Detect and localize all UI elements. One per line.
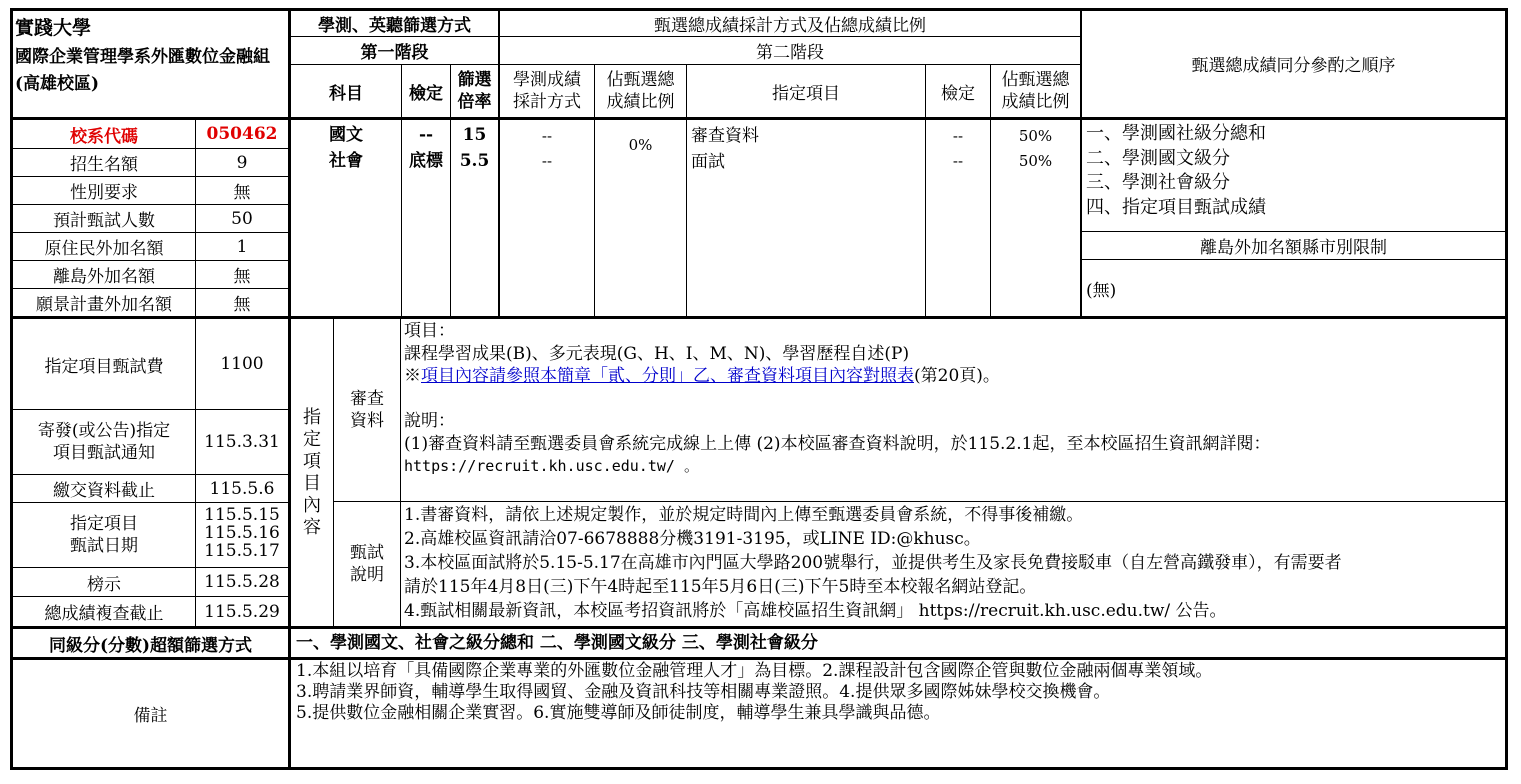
designated-char: 目 [303,472,321,494]
schedule-label-interview-line1: 指定項目 [70,514,138,534]
tie-order-item: 四、指定項目甄試成績 [1086,196,1266,218]
tie-break-label: 同級分(分數)超額篩選方式 [48,635,253,656]
info-label-vision: 願景計畫外加名額 [36,295,172,315]
stage1-checks [402,122,450,182]
designated-char: 指 [303,406,321,428]
review-url-line: https://recruit.kh.usc.edu.tw/ 。 [404,457,699,475]
schedule-label-review: 總成績複查截止 [44,604,164,624]
col-share2-line1: 佔甄選總 [1001,70,1070,90]
interview-line: 請於115年4月8日(三)下午4時起至115年5月6日(三)下午5時至本校報名網站登記。 [404,577,1037,597]
remarks-line: 1.本組以培育「具備國際企業專業的外匯數位金融管理人才」為目標。2.課程設計包含國際企管與數位金融兩個專業領域。 [296,661,1213,681]
info-value-island: 無 [233,267,251,287]
review-page-ref: (第20頁)。 [914,366,1000,386]
interview-label-line: 說明 [350,565,384,585]
interview-content [404,503,1504,626]
review-items-link[interactable]: 項目內容請參照本簡章「貳、分則」乙、審查資料項目內容對照表 [421,366,914,386]
interview-date: 115.5.16 [204,523,280,543]
stage2-gsat-method: -- [541,152,553,170]
interview-date: 115.5.15 [204,506,280,525]
stage1-ratios [451,122,498,182]
tie-order-item: 三、學測社會級分 [1086,172,1230,193]
tie-order-list [1086,122,1504,230]
col-gsat-method-line1: 學測成績 [513,70,581,90]
schedule-value-result: 115.5.28 [204,572,280,592]
stage1-subject: 社會 [329,151,363,171]
col-ratio [451,65,498,117]
remarks-line: 5.提供數位金融相關企業實習。6.實施雙導師及師徒制度，輔導學生兼具學識與品德。 [296,703,941,723]
stage2-share: 50% [1018,152,1053,170]
note-mark: ※ [404,366,421,386]
interview-label-line: 甄試 [350,543,384,563]
stage2-check: -- [952,152,964,170]
info-label-indigenous: 原住民外加名額 [44,239,164,259]
schedule-value-deadline: 115.5.6 [209,478,275,499]
info-value-indigenous: 1 [236,236,248,257]
info-label-island: 離島外加名額 [53,267,155,287]
island-restriction-value: (無) [1086,280,1117,301]
info-label-school-code: 校系代碼 [70,126,138,147]
island-restriction-title: 離島外加名額縣市別限制 [1200,238,1387,258]
designated-char: 內 [303,494,321,516]
col-share [595,65,686,117]
school-name: 實踐大學 [15,17,92,39]
interview-line: 3.本校區面試將於5.15-5.17在高雄市內門區大學路200號舉行，並提供考生及家長免費接駁車（自左營高鐵發車），有需要者 [404,553,1342,573]
review-label-line: 審查 [350,389,384,409]
stage2-gsat-methods [500,124,594,176]
schedule-label-interview-dates [13,503,195,567]
remarks-line: 3.聘請業界師資，輔導學生取得國貿、金融及資訊科技等相關專業證照。4.提供眾多國際姊妹學校交換機會。 [296,682,1111,702]
schedule-label-interview-line2: 甄試日期 [70,536,138,556]
stage2-share: 50% [1018,127,1053,145]
remarks-content [296,661,1504,765]
info-label-expected: 預計甄試人數 [53,211,155,231]
schedule-label-notice-line1: 寄發(或公告)指定 [37,421,171,441]
col-share-line2: 成績比例 [606,92,675,112]
interview-line: 1.書審資料，請依上述規定製作，並於規定時間內上傳至甄選委員會系統，不得事後補繳。 [404,505,1084,525]
stage2-items [691,123,921,175]
review-line: 項目： [404,321,455,341]
col-items: 指定項目 [772,83,840,104]
tie-order-title: 甄選總成績同分參酌之順序 [1191,56,1396,76]
info-label-gender: 性別要求 [70,183,138,203]
col-gsat-method [500,65,594,117]
review-label [334,319,400,501]
review-label-line: 資料 [350,411,384,431]
screening-method-title: 學測、英聽篩選方式 [318,15,471,36]
col-ratio-line1: 篩選 [457,70,492,90]
designated-content-label [291,319,333,626]
stage1-label: 第一階段 [360,43,429,63]
remarks-label: 備註 [133,706,168,726]
interview-label [334,502,400,626]
col-subject: 科目 [329,83,363,104]
tie-order-item: 二、學測國文級分 [1086,147,1230,169]
stage1-ratio: 15 [462,125,487,145]
stage1-ratio: 5.5 [459,151,490,171]
schedule-value-notice: 115.3.31 [204,432,280,452]
stage2-shares [991,124,1080,176]
schedule-label-fee: 指定項目甄試費 [44,356,164,377]
info-label-quota: 招生名額 [70,155,138,175]
col-share2-line2: 成績比例 [1001,92,1070,112]
col-check: 檢定 [409,83,443,104]
review-content [404,320,1504,500]
tie-break-value: 一、學測國文、社會之級分總和 二、學測國文級分 三、學測社會級分 [296,633,818,653]
review-line [404,365,1504,388]
review-line: 說明： [404,411,455,431]
review-line: (1)審查資料請至甄選委員會系統完成線上上傳 (2)本校區審查資料說明，於115.2.1起，至本校區招生資訊網詳閱： [404,433,1271,454]
info-value-vision: 無 [233,295,251,315]
info-value-quota: 9 [236,152,248,173]
col-share-line1: 佔甄選總 [606,70,675,90]
total-score-method-title: 甄選總成績採計方式及佔總成績比例 [654,15,926,36]
info-value-school-code: 050462 [206,124,278,144]
review-line: 課程學習成果(B)、多元表現(G、H、I、M、N)、學習歷程自述(P) [404,343,910,364]
stage1-subject: 國文 [329,125,363,145]
interview-date: 115.5.17 [204,541,280,561]
stage1-check: 底標 [409,151,443,171]
col-gsat-method-line2: 採計方式 [513,92,581,112]
stage2-check: -- [952,127,964,145]
schedule-label-result: 榜示 [87,574,121,595]
schedule-label-deadline: 繳交資料截止 [53,481,155,501]
col-check2: 檢定 [941,83,975,104]
stage2-checks [926,124,990,176]
stage2-gsat-method: -- [541,127,553,145]
designated-char: 項 [303,450,321,472]
interview-line: 2.高雄校區資訊請洽07-6678888分機3191-3195，或LINE ID:@khusc。 [404,529,981,549]
info-value-expected: 50 [231,208,253,229]
schedule-value-fee: 1100 [220,354,264,374]
designated-char: 容 [303,516,321,538]
spacer [404,388,1504,411]
department-name: 國際企業管理學系外匯數位金融組(高雄校區) [15,47,270,94]
tie-order-item: 一、學測國社級分總和 [1086,123,1266,144]
col-share2 [991,65,1080,117]
stage2-gsat-share: 0% [628,136,653,154]
col-ratio-line2: 倍率 [457,92,492,112]
schedule-label-notice-line2: 項目甄試通知 [53,443,155,463]
interview-line: 4.甄試相關最新資訊，本校區考招資訊將於「高雄校區招生資訊網」 https://recruit.kh.usc.edu.tw/ 公告。 [404,601,1227,621]
schedule-label-notice [13,410,195,474]
designated-char: 定 [303,428,321,450]
stage1-subjects [291,122,401,182]
info-value-gender: 無 [233,183,251,203]
stage2-item: 審查資料 [691,126,759,146]
stage1-check: -- [418,125,434,145]
schedule-value-review: 115.5.29 [204,601,280,622]
stage2-item: 面試 [691,152,725,172]
stage2-label: 第二階段 [756,43,824,63]
schedule-value-interview-dates [196,506,288,566]
